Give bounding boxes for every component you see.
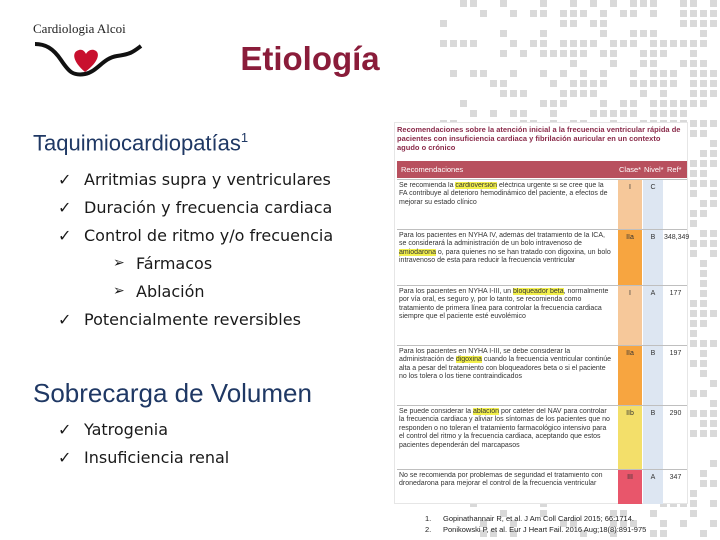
check-icon: ✓: [58, 310, 72, 329]
section-heading-text: Taquimiocardiopatías: [33, 130, 241, 156]
rec-text: Para los pacientes en NYHA IV, además del tratamiento de la ICA, se considerará la administración de un bolo intravenoso de: [399, 232, 605, 248]
highlighted-term: digoxina: [455, 356, 482, 364]
ref-cell: 197: [669, 350, 682, 357]
list-item-text: Fármacos: [136, 254, 213, 273]
rec-text: eléctrica urgente si se cree que la FA contribuye al deterioro hemodinámico del paciente, a efectos de mejorar su estado clínico: [399, 182, 608, 206]
reference-number: 2.: [425, 525, 432, 534]
class-cell: I: [618, 180, 642, 230]
class-cell: I: [618, 286, 642, 346]
level-cell: C: [643, 180, 663, 230]
table-row: [397, 345, 687, 406]
recommendation-cell: [399, 408, 613, 450]
class-cell: IIb: [618, 406, 642, 470]
table-caption: Recomendaciones sobre la atención inicial a la frecuencia ventricular rápida de pacientes con insuficiencia cardiaca y fibrilación auricular en un contexto agudo o crónico: [397, 125, 681, 152]
recommendation-cell: [399, 232, 613, 266]
header-nivel: Nivel*: [644, 165, 664, 174]
recommendation-cell: [399, 288, 613, 322]
reference-item: [425, 524, 646, 535]
ref-cell: [664, 180, 687, 230]
list-item-text: Ablación: [136, 282, 205, 301]
ref-cell: 347: [669, 474, 682, 481]
list-item-text: Duración y frecuencia cardiaca: [84, 198, 333, 217]
rec-text: Se puede considerar la: [399, 408, 473, 415]
highlighted-term: bloqueador beta: [513, 288, 564, 295]
header-recomendaciones: Recomendaciones: [401, 165, 464, 174]
level-cell: A: [643, 286, 663, 346]
table-row: [397, 285, 687, 346]
recommendation-cell: [399, 472, 613, 489]
list-item-text: Insuficiencia renal: [84, 448, 230, 467]
check-icon: ✓: [58, 226, 72, 245]
arrow-bullet-icon: ➢: [113, 283, 125, 299]
section-heading-sobrecarga: Sobrecarga de Volumen: [33, 378, 312, 408]
section-heading-taquimiocardiopatias: [33, 130, 248, 156]
footnote-marker: 1: [240, 130, 249, 145]
rec-text: Para los pacientes en NYHA I-III, un: [399, 288, 514, 295]
check-icon: ✓: [58, 420, 72, 439]
table-row: [397, 179, 687, 230]
reference-text: Ponikowski P, et al. Eur J Heart Fail. 2016 Aug;18(8):891-975: [443, 525, 647, 534]
list-item-text: Potencialmente reversibles: [84, 310, 301, 329]
rec-text: por catéter del NAV para controlar la frecuencia cardiaca y aliviar los síntomas de los pacientes que no responden o no toleran el tratamiento farmacológico intensivo para el control del ritmo y la frecuencia cardiaca, aceptando que estos pacientes dependerán del marcapasos: [399, 408, 610, 449]
table-row: [397, 405, 687, 470]
class-cell: IIa: [618, 346, 642, 406]
check-icon: ✓: [58, 198, 72, 217]
rec-text: Se recomienda la: [399, 182, 456, 189]
references: [425, 513, 646, 535]
class-cell: IIa: [618, 230, 642, 286]
header-ref: Ref*: [667, 165, 682, 174]
check-icon: ✓: [58, 448, 72, 467]
level-cell: A: [643, 470, 663, 504]
rec-text: No se recomienda por problemas de seguridad el tratamiento con dronedarona para mejorar el control de la frecuencia ventricular: [399, 472, 603, 488]
reference-number: 1.: [425, 514, 432, 523]
rec-text: cuando la frecuencia ventricular continúe alta a pesar del tratamiento con bloqueadores beta o si el paciente no los tolera o los tiene contraindicados: [399, 356, 612, 381]
recommendations-table: [394, 122, 688, 504]
page-title: Etiología: [240, 40, 380, 77]
highlighted-term: ablación: [472, 408, 500, 415]
logo-text: Cardiologia Alcoi: [33, 21, 126, 36]
reference-item: [425, 513, 646, 524]
list-item-text: Control de ritmo y/o frecuencia: [84, 226, 334, 245]
list-item-text: Yatrogenia: [84, 420, 169, 439]
check-icon: ✓: [58, 170, 72, 189]
class-cell: III: [618, 470, 642, 504]
recommendation-cell: [399, 348, 613, 382]
table-row: [397, 469, 687, 504]
rec-text: Para los pacientes en NYHA I-III, se debe considerar la administración de: [399, 348, 571, 364]
rec-text: o, para quienes no se han tratado con digoxina, un bolo intravenoso de esta para reducir la frecuencia ventricular: [399, 248, 611, 265]
highlighted-term: amiodarona: [399, 248, 436, 256]
list-item-text: Arritmias supra y ventriculares: [84, 170, 331, 189]
arrow-bullet-icon: ➢: [113, 255, 125, 271]
reference-text: Gopinathannair R, et al. J Am Coll Cardiol 2015; 66:1714.: [443, 514, 634, 523]
level-cell: B: [643, 230, 663, 286]
level-cell: B: [643, 346, 663, 406]
level-cell: B: [643, 406, 663, 470]
rec-text: , normalmente por vía oral, es seguro y, por lo tanto, se recomienda como tratamiento de primera línea para controlar la frecuencia cardiaca siempre que el paciente esté euvolémico: [399, 288, 609, 321]
table-row: [397, 229, 690, 286]
header-clase: Clase*: [619, 165, 642, 174]
highlighted-term: cardioversión: [455, 182, 498, 189]
ref-cell: 177: [669, 290, 682, 297]
ref-cell: 348,349: [664, 234, 690, 241]
ref-cell: 290: [669, 410, 682, 417]
recommendation-cell: [399, 182, 613, 207]
table-header: [397, 161, 687, 178]
